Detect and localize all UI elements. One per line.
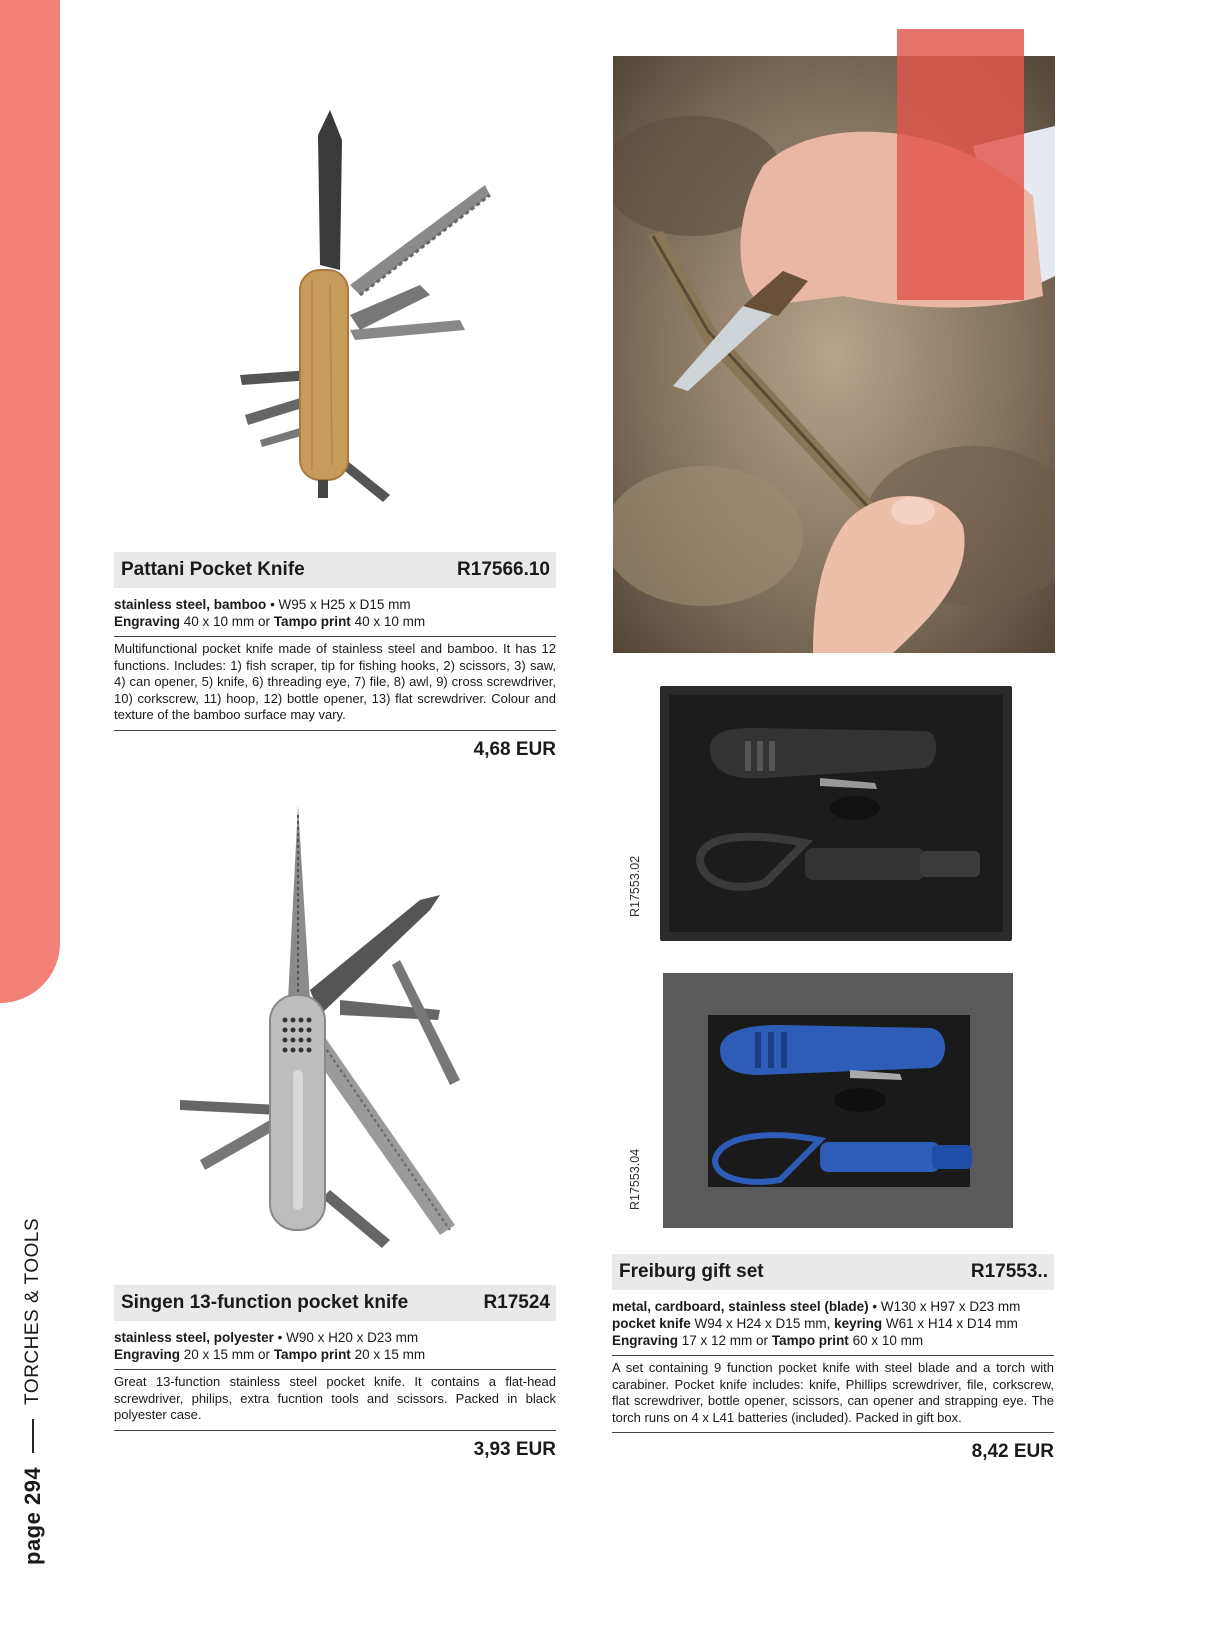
product-pattani bbox=[114, 552, 556, 761]
product-freiburg bbox=[612, 1254, 1054, 1463]
materials: stainless steel, polyester bbox=[114, 1330, 274, 1345]
category-label: TORCHES & TOOLS bbox=[22, 1217, 43, 1405]
product-price: 8,42 EUR bbox=[971, 1441, 1054, 1462]
product-title-bar bbox=[612, 1254, 1054, 1290]
product-description: Multifunctional pocket knife made of stainless steel and bamboo. It has 12 functions. Includes: 1) fish scraper, tip for fishing hooks, 2) scissors, 3) saw, 4) can opener, 5) knife, 6) threading eye, 7) file, 8) awl, 9) cross screwdriver, 10) corkscrew, 11) hoop, 12) bottle opener, 13) flat screwdriver. Colour and texture of the bamboo surface may vary. bbox=[114, 641, 556, 731]
print-value: 60 x 10 mm bbox=[848, 1333, 924, 1348]
product-code: R17566.10 bbox=[457, 559, 550, 580]
print-value: 40 x 10 mm bbox=[350, 614, 426, 629]
knife-label: pocket knife bbox=[612, 1316, 691, 1331]
page-number: page 294 bbox=[20, 1466, 45, 1565]
product-title-bar bbox=[114, 552, 556, 588]
product-code: R17524 bbox=[483, 1292, 550, 1313]
product-name: Freiburg gift set bbox=[619, 1261, 764, 1282]
dimensions: • W130 x H97 x D23 mm bbox=[868, 1299, 1021, 1314]
engraving-value: 20 x 15 mm or bbox=[180, 1347, 274, 1362]
variant-code-blue: R17553.04 bbox=[628, 1148, 642, 1210]
accent-overlay bbox=[897, 29, 1024, 300]
engraving-label: Engraving bbox=[114, 1347, 181, 1362]
print-label: Tampo print bbox=[273, 614, 351, 629]
engraving-value: 40 x 10 mm or bbox=[180, 614, 274, 629]
product-name: Singen 13-function pocket knife bbox=[121, 1292, 409, 1313]
engraving-label: Engraving bbox=[612, 1333, 679, 1348]
dimensions: • W90 x H20 x D23 mm bbox=[273, 1330, 419, 1345]
pattani-knife-image bbox=[200, 95, 530, 535]
gift-set-black-image bbox=[655, 683, 1015, 945]
dimensions: • W95 x H25 x D15 mm bbox=[266, 597, 411, 612]
product-singen bbox=[114, 1285, 556, 1461]
product-price: 4,68 EUR bbox=[473, 738, 556, 760]
gift-set-blue-image bbox=[660, 970, 1016, 1232]
sidebar-label bbox=[14, 1190, 54, 1565]
knife-dimensions: W94 x H24 x D15 mm, bbox=[690, 1316, 835, 1331]
section-color-tab bbox=[0, 0, 60, 1003]
materials: stainless steel, bamboo bbox=[114, 597, 267, 612]
variant-code-black: R17553.02 bbox=[628, 855, 642, 917]
product-specs bbox=[114, 596, 556, 637]
product-description: Great 13-function stainless steel pocket knife. It contains a flat-head screwdriver, philips, extra fucntion tools and scissors. Packed in black polyester case. bbox=[114, 1374, 556, 1431]
product-code: R17553.. bbox=[970, 1261, 1048, 1282]
product-price: 3,93 EUR bbox=[473, 1438, 556, 1460]
print-value: 20 x 15 mm bbox=[350, 1347, 426, 1362]
singen-knife-image bbox=[170, 800, 490, 1260]
engraving-value: 17 x 12 mm or bbox=[678, 1333, 772, 1348]
print-label: Tampo print bbox=[771, 1333, 849, 1348]
materials: metal, cardboard, stainless steel (blade) bbox=[612, 1299, 869, 1314]
keyring-label: keyring bbox=[834, 1316, 883, 1331]
product-title-bar bbox=[114, 1285, 556, 1321]
product-specs bbox=[612, 1298, 1054, 1356]
product-specs bbox=[114, 1329, 556, 1370]
product-name: Pattani Pocket Knife bbox=[121, 559, 305, 580]
product-description: A set containing 9 function pocket knife with steel blade and a torch with carabiner. Pocket knife includes: knife, Phillips screwdriver, file, corkscrew, flat screwdriver, bottle opener, scissors, can opener and strapping eye. The torch runs on 4 x L41 batteries (included). Packed in gift box. bbox=[612, 1360, 1054, 1433]
divider bbox=[32, 1419, 34, 1453]
keyring-dimensions: W61 x H14 x D14 mm bbox=[882, 1316, 1018, 1331]
engraving-label: Engraving bbox=[114, 614, 181, 629]
print-label: Tampo print bbox=[273, 1347, 351, 1362]
